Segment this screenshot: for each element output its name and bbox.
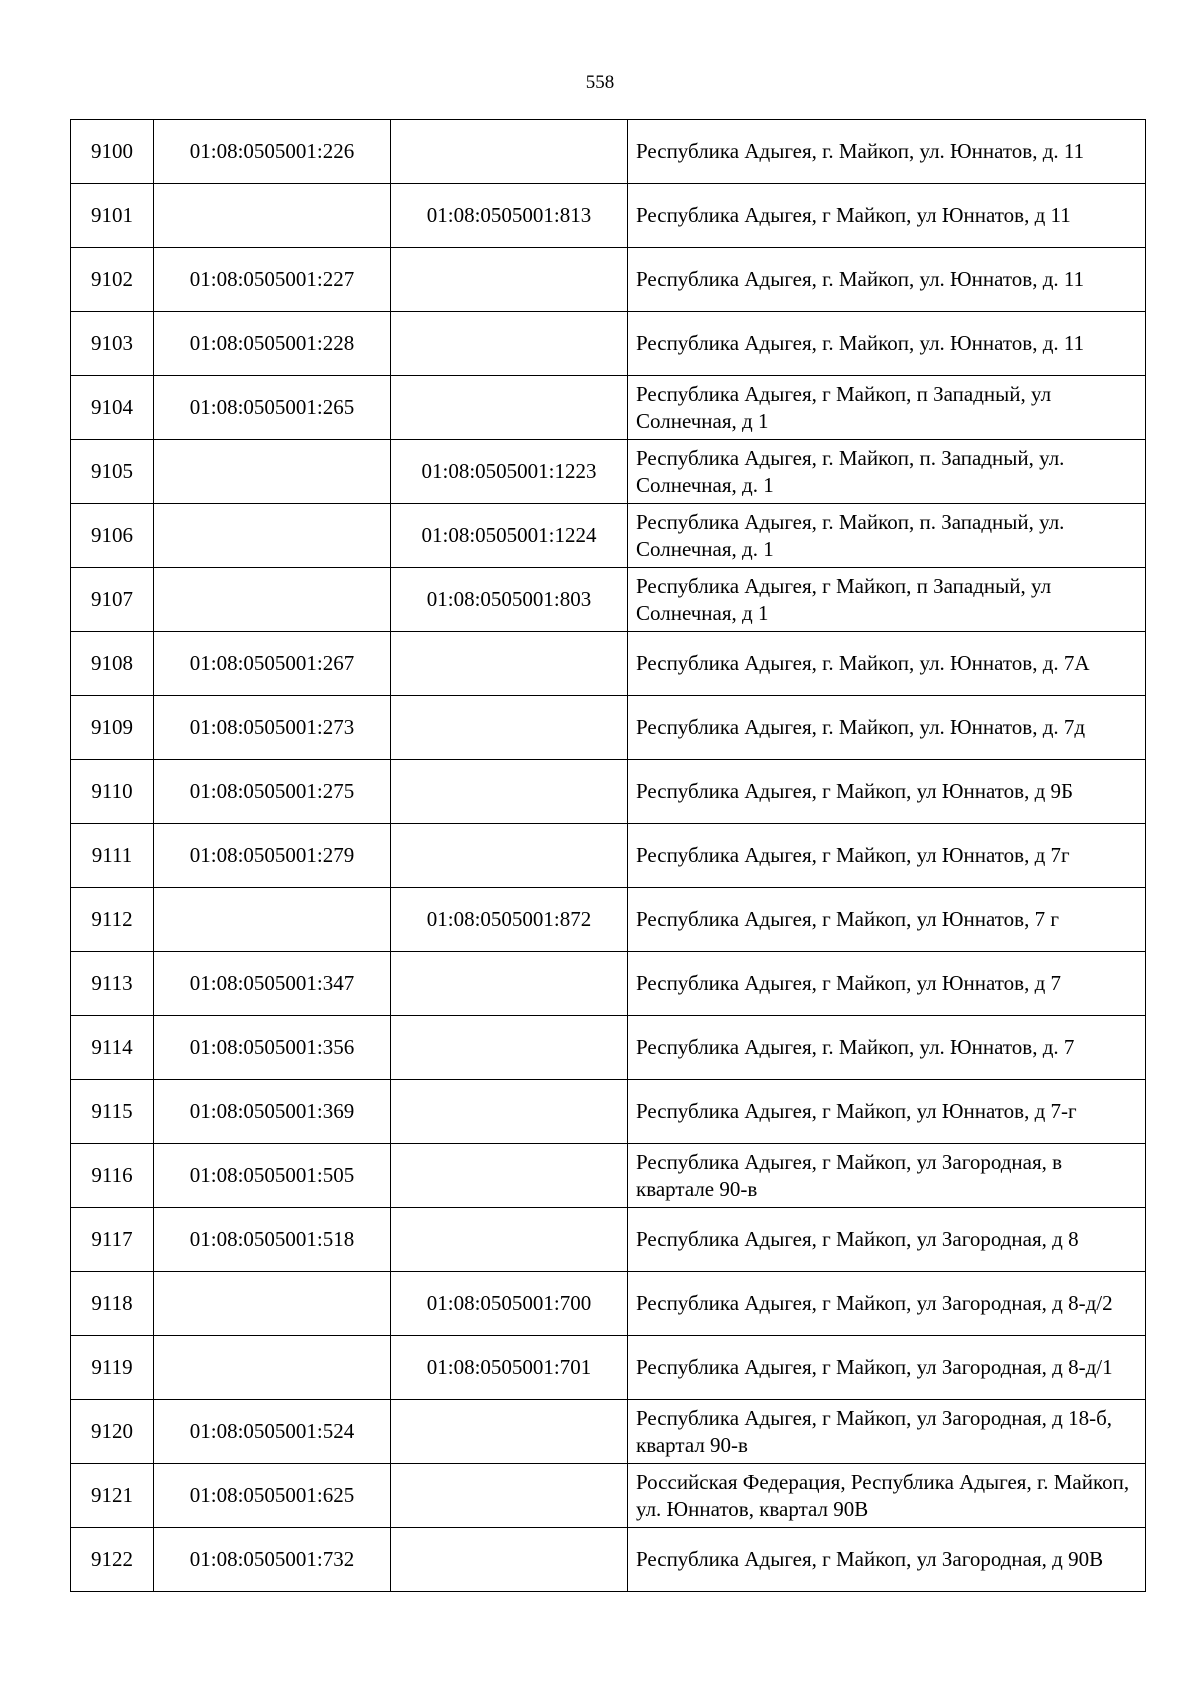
row-number-cell: 9105	[71, 440, 154, 504]
land-cadastral-number-cell: 01:08:0505001:356	[154, 1016, 391, 1080]
building-cadastral-number-cell	[391, 1144, 628, 1208]
address-cell: Республика Адыгея, г Майкоп, ул Юннатов, д 9Б	[628, 760, 1146, 824]
building-cadastral-number-cell: 01:08:0505001:700	[391, 1272, 628, 1336]
row-number-cell: 9107	[71, 568, 154, 632]
table-row	[71, 120, 1146, 184]
building-cadastral-number-cell	[391, 760, 628, 824]
row-number-cell: 9110	[71, 760, 154, 824]
table-row	[71, 1336, 1146, 1400]
table-row	[71, 1464, 1146, 1528]
table-row	[71, 760, 1146, 824]
address-cell: Республика Адыгея, г. Майкоп, п. Западный, ул. Солнечная, д. 1	[628, 440, 1146, 504]
row-number-cell: 9114	[71, 1016, 154, 1080]
table-row	[71, 184, 1146, 248]
building-cadastral-number-cell	[391, 952, 628, 1016]
land-cadastral-number-cell: 01:08:0505001:228	[154, 312, 391, 376]
land-cadastral-number-cell: 01:08:0505001:267	[154, 632, 391, 696]
table-row	[71, 248, 1146, 312]
table-row	[71, 1080, 1146, 1144]
land-cadastral-number-cell: 01:08:0505001:524	[154, 1400, 391, 1464]
address-cell: Республика Адыгея, г Майкоп, ул Юннатов, д 7-г	[628, 1080, 1146, 1144]
building-cadastral-number-cell	[391, 1464, 628, 1528]
registry-table-body	[71, 120, 1146, 1592]
building-cadastral-number-cell	[391, 1528, 628, 1592]
address-cell: Республика Адыгея, г. Майкоп, ул. Юннатов, д. 11	[628, 120, 1146, 184]
address-cell: Республика Адыгея, г Майкоп, ул Юннатов, д 11	[628, 184, 1146, 248]
address-cell: Республика Адыгея, г. Майкоп, ул. Юннатов, д. 7А	[628, 632, 1146, 696]
building-cadastral-number-cell	[391, 1016, 628, 1080]
building-cadastral-number-cell	[391, 1400, 628, 1464]
table-row	[71, 1016, 1146, 1080]
row-number-cell: 9111	[71, 824, 154, 888]
row-number-cell: 9122	[71, 1528, 154, 1592]
land-cadastral-number-cell: 01:08:0505001:275	[154, 760, 391, 824]
row-number-cell: 9109	[71, 696, 154, 760]
address-cell: Республика Адыгея, г. Майкоп, ул. Юннатов, д. 7	[628, 1016, 1146, 1080]
table-row	[71, 1400, 1146, 1464]
address-cell: Республика Адыгея, г Майкоп, ул Загородная, д 8-д/1	[628, 1336, 1146, 1400]
table-row	[71, 440, 1146, 504]
address-cell: Республика Адыгея, г Майкоп, ул Загородная, д 90В	[628, 1528, 1146, 1592]
land-cadastral-number-cell	[154, 440, 391, 504]
address-cell: Республика Адыгея, г. Майкоп, ул. Юннатов, д. 11	[628, 312, 1146, 376]
table-row	[71, 632, 1146, 696]
address-cell: Республика Адыгея, г Майкоп, ул Загородная, д 8-д/2	[628, 1272, 1146, 1336]
row-number-cell: 9118	[71, 1272, 154, 1336]
row-number-cell: 9106	[71, 504, 154, 568]
table-row	[71, 1528, 1146, 1592]
table-row	[71, 1144, 1146, 1208]
building-cadastral-number-cell	[391, 1080, 628, 1144]
row-number-cell: 9119	[71, 1336, 154, 1400]
building-cadastral-number-cell	[391, 696, 628, 760]
land-cadastral-number-cell	[154, 888, 391, 952]
address-cell: Республика Адыгея, г Майкоп, ул Загородная, в квартале 90-в	[628, 1144, 1146, 1208]
page-number: 558	[585, 72, 615, 93]
building-cadastral-number-cell	[391, 824, 628, 888]
land-cadastral-number-cell: 01:08:0505001:505	[154, 1144, 391, 1208]
row-number-cell: 9116	[71, 1144, 154, 1208]
table-row	[71, 504, 1146, 568]
row-number-cell: 9101	[71, 184, 154, 248]
address-cell: Республика Адыгея, г. Майкоп, ул. Юннатов, д. 7д	[628, 696, 1146, 760]
table-row	[71, 696, 1146, 760]
land-cadastral-number-cell	[154, 1272, 391, 1336]
land-cadastral-number-cell	[154, 184, 391, 248]
land-cadastral-number-cell: 01:08:0505001:369	[154, 1080, 391, 1144]
row-number-cell: 9100	[71, 120, 154, 184]
land-cadastral-number-cell	[154, 1336, 391, 1400]
address-cell: Республика Адыгея, г Майкоп, ул Загородная, д 18-б, квартал 90-в	[628, 1400, 1146, 1464]
row-number-cell: 9120	[71, 1400, 154, 1464]
land-cadastral-number-cell: 01:08:0505001:279	[154, 824, 391, 888]
building-cadastral-number-cell: 01:08:0505001:803	[391, 568, 628, 632]
address-cell: Республика Адыгея, г. Майкоп, ул. Юннатов, д. 11	[628, 248, 1146, 312]
land-cadastral-number-cell: 01:08:0505001:273	[154, 696, 391, 760]
row-number-cell: 9113	[71, 952, 154, 1016]
land-cadastral-number-cell: 01:08:0505001:226	[154, 120, 391, 184]
row-number-cell: 9117	[71, 1208, 154, 1272]
building-cadastral-number-cell: 01:08:0505001:701	[391, 1336, 628, 1400]
address-cell: Республика Адыгея, г Майкоп, ул Загородная, д 8	[628, 1208, 1146, 1272]
address-cell: Республика Адыгея, г Майкоп, п Западный, ул Солнечная, д 1	[628, 568, 1146, 632]
address-cell: Республика Адыгея, г Майкоп, ул Юннатов, д 7	[628, 952, 1146, 1016]
building-cadastral-number-cell	[391, 376, 628, 440]
row-number-cell: 9121	[71, 1464, 154, 1528]
address-cell: Республика Адыгея, г Майкоп, ул Юннатов, д 7г	[628, 824, 1146, 888]
row-number-cell: 9104	[71, 376, 154, 440]
building-cadastral-number-cell	[391, 120, 628, 184]
table-row	[71, 312, 1146, 376]
address-cell: Республика Адыгея, г. Майкоп, п. Западный, ул. Солнечная, д. 1	[628, 504, 1146, 568]
row-number-cell: 9115	[71, 1080, 154, 1144]
table-row	[71, 1208, 1146, 1272]
table-row	[71, 888, 1146, 952]
building-cadastral-number-cell: 01:08:0505001:872	[391, 888, 628, 952]
building-cadastral-number-cell	[391, 1208, 628, 1272]
table-row	[71, 376, 1146, 440]
building-cadastral-number-cell: 01:08:0505001:813	[391, 184, 628, 248]
land-cadastral-number-cell: 01:08:0505001:227	[154, 248, 391, 312]
building-cadastral-number-cell: 01:08:0505001:1223	[391, 440, 628, 504]
land-cadastral-number-cell	[154, 568, 391, 632]
building-cadastral-number-cell: 01:08:0505001:1224	[391, 504, 628, 568]
row-number-cell: 9102	[71, 248, 154, 312]
row-number-cell: 9108	[71, 632, 154, 696]
row-number-cell: 9112	[71, 888, 154, 952]
land-cadastral-number-cell: 01:08:0505001:265	[154, 376, 391, 440]
row-number-cell: 9103	[71, 312, 154, 376]
address-cell: Российская Федерация, Республика Адыгея, г. Майкоп, ул. Юннатов, квартал 90В	[628, 1464, 1146, 1528]
land-cadastral-number-cell: 01:08:0505001:732	[154, 1528, 391, 1592]
registry-table	[70, 119, 1146, 1592]
table-row	[71, 952, 1146, 1016]
address-cell: Республика Адыгея, г Майкоп, п Западный, ул Солнечная, д 1	[628, 376, 1146, 440]
table-row	[71, 824, 1146, 888]
table-row	[71, 568, 1146, 632]
building-cadastral-number-cell	[391, 248, 628, 312]
building-cadastral-number-cell	[391, 312, 628, 376]
land-cadastral-number-cell: 01:08:0505001:518	[154, 1208, 391, 1272]
land-cadastral-number-cell	[154, 504, 391, 568]
building-cadastral-number-cell	[391, 632, 628, 696]
land-cadastral-number-cell: 01:08:0505001:347	[154, 952, 391, 1016]
table-row	[71, 1272, 1146, 1336]
land-cadastral-number-cell: 01:08:0505001:625	[154, 1464, 391, 1528]
address-cell: Республика Адыгея, г Майкоп, ул Юннатов, 7 г	[628, 888, 1146, 952]
